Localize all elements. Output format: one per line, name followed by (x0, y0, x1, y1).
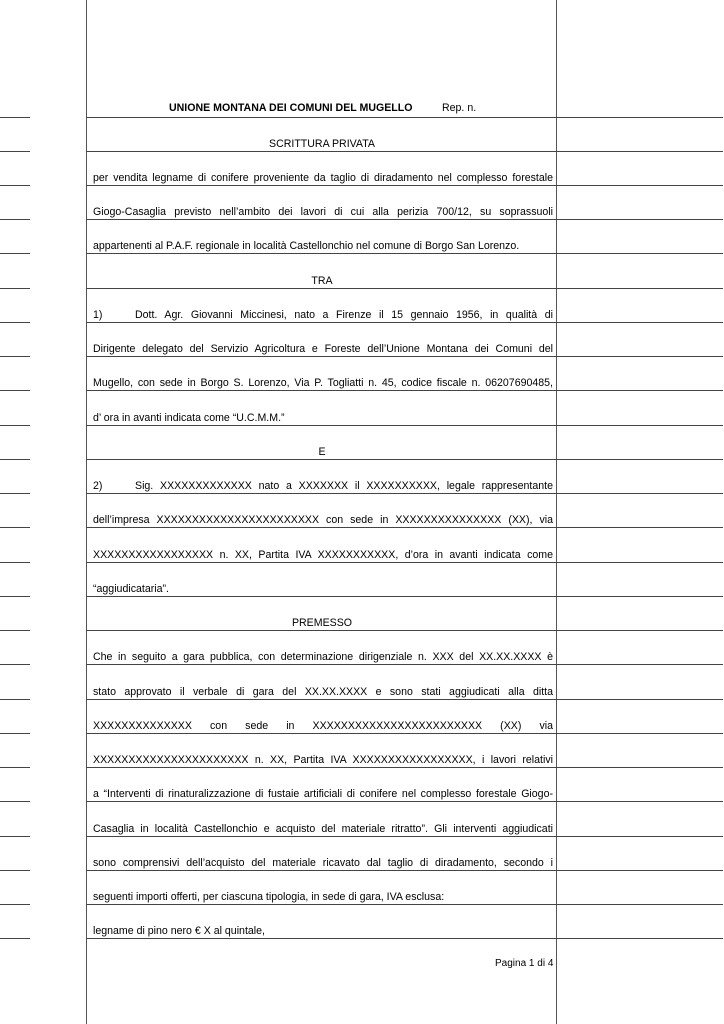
rule-line (86, 117, 723, 118)
rule-line (0, 390, 30, 391)
rule-line (86, 767, 723, 768)
rule-line (0, 733, 30, 734)
rule-line (0, 322, 30, 323)
rule-line (86, 562, 723, 563)
rule-line (86, 356, 723, 357)
text-line: legname di pino nero € X al quintale, (93, 925, 265, 937)
section-heading-premesso: PREMESSO (291, 617, 353, 629)
rule-line (0, 938, 30, 939)
text-line: dell’impresa XXXXXXXXXXXXXXXXXXXXXXX con sede in XXXXXXXXXXXXXXX (XX), via (93, 514, 553, 526)
text-line: XXXXXXXXXXXXXXXXXXXXXX n. XX, Partita IVA XXXXXXXXXXXXXXXXX, i lavori relativi (93, 754, 553, 766)
section-heading-e: E (318, 446, 326, 458)
text-line: a “Interventi di rinaturalizzazione di fustaie artificiali di conifere nel complesso forestale Giogo- (93, 788, 553, 800)
rule-line (0, 151, 30, 152)
rule-line (0, 904, 30, 905)
rule-line (0, 288, 30, 289)
text-line: per vendita legname di conifere proveniente da taglio di diradamento nel complesso forestale (93, 172, 553, 184)
text-line: Dott. Agr. Giovanni Miccinesi, nato a Firenze il 15 gennaio 1956, in qualità di (135, 309, 553, 321)
text-line: Casaglia in località Castellonchio e acquisto del materiale ritratto”. Gli interventi aggiudicati (93, 823, 553, 835)
text-line: Mugello, con sede in Borgo S. Lorenzo, Via P. Togliatti n. 45, codice fiscale n. 06207690485, (93, 377, 553, 389)
rule-line (0, 185, 30, 186)
rule-line (0, 562, 30, 563)
text-line: Che in seguito a gara pubblica, con determinazione dirigenziale n. XXX del XX.XX.XXXX è (93, 651, 553, 663)
rule-line (86, 801, 723, 802)
rule-line (86, 527, 723, 528)
page-number: Pagina 1 di 4 (495, 958, 554, 969)
text-line: d’ ora in avanti indicata come “U.C.M.M.” (93, 412, 285, 424)
rule-line (86, 938, 723, 939)
rule-line (0, 459, 30, 460)
text-line: Dirigente delegato del Servizio Agricoltura e Foreste dell’Unione Montana dei Comuni del (93, 343, 553, 355)
rule-line (0, 664, 30, 665)
rule-line (86, 733, 723, 734)
rule-line (86, 596, 723, 597)
rule-line (0, 801, 30, 802)
rule-line (86, 699, 723, 700)
rule-line (0, 253, 30, 254)
rule-line (0, 870, 30, 871)
rule-line (0, 425, 30, 426)
text-line: stato approvato il verbale di gara del XX.XX.XXXX e sono stati aggiudicati alla ditta (93, 686, 553, 698)
text-line: seguenti importi offerti, per ciascuna tipologia, in sede di gara, IVA esclusa: (93, 891, 445, 903)
rule-line (86, 870, 723, 871)
rule-line (0, 356, 30, 357)
text-line: sono comprensivi dell’acquisto del materiale ricavato dal taglio di diradamento, secondo i (93, 857, 553, 869)
rule-line (86, 904, 723, 905)
rule-line (0, 836, 30, 837)
rule-line (86, 322, 723, 323)
text-line: appartenenti al P.A.F. regionale in località Castellonchio nel comune di Borgo San Lorenzo. (93, 240, 520, 252)
section-heading-tra: TRA (311, 275, 333, 287)
rule-line (0, 219, 30, 220)
rep-number: Rep. n. (442, 102, 477, 114)
text-line: Sig. XXXXXXXXXXXXX nato a XXXXXXX il XXXXXXXXXX, legale rappresentante (135, 480, 553, 492)
text-line: XXXXXXXXXXXXXXXXX n. XX, Partita IVA XXXXXXXXXXX, d’ora in avanti indicata come (93, 549, 553, 561)
rule-line (86, 664, 723, 665)
rule-line (86, 253, 723, 254)
rule-line (86, 288, 723, 289)
rule-line (0, 117, 30, 118)
section-heading-scrittura: SCRITTURA PRIVATA (269, 138, 375, 150)
party-number: 1) (93, 309, 103, 321)
rule-line (86, 185, 723, 186)
rule-line (0, 699, 30, 700)
rule-line (86, 630, 723, 631)
rule-line (86, 390, 723, 391)
rule-line (0, 630, 30, 631)
rule-line (86, 425, 723, 426)
rule-line (0, 767, 30, 768)
rule-line (0, 527, 30, 528)
rule-line (86, 219, 723, 220)
party-number: 2) (93, 480, 103, 492)
rule-line (86, 459, 723, 460)
rule-line (86, 836, 723, 837)
text-line: XXXXXXXXXXXXXX con sede in XXXXXXXXXXXXXXXXXXXXXXXX (XX) via (93, 720, 553, 732)
rule-line (86, 151, 723, 152)
text-line: “aggiudicataria”. (93, 583, 169, 595)
rule-line (0, 493, 30, 494)
text-line: Giogo-Casaglia previsto nell’ambito dei lavori di cui alla perizia 700/12, su soprassuoli (93, 206, 553, 218)
document-title: UNIONE MONTANA DEI COMUNI DEL MUGELLO (169, 102, 413, 114)
rule-line (0, 596, 30, 597)
rule-line (86, 493, 723, 494)
